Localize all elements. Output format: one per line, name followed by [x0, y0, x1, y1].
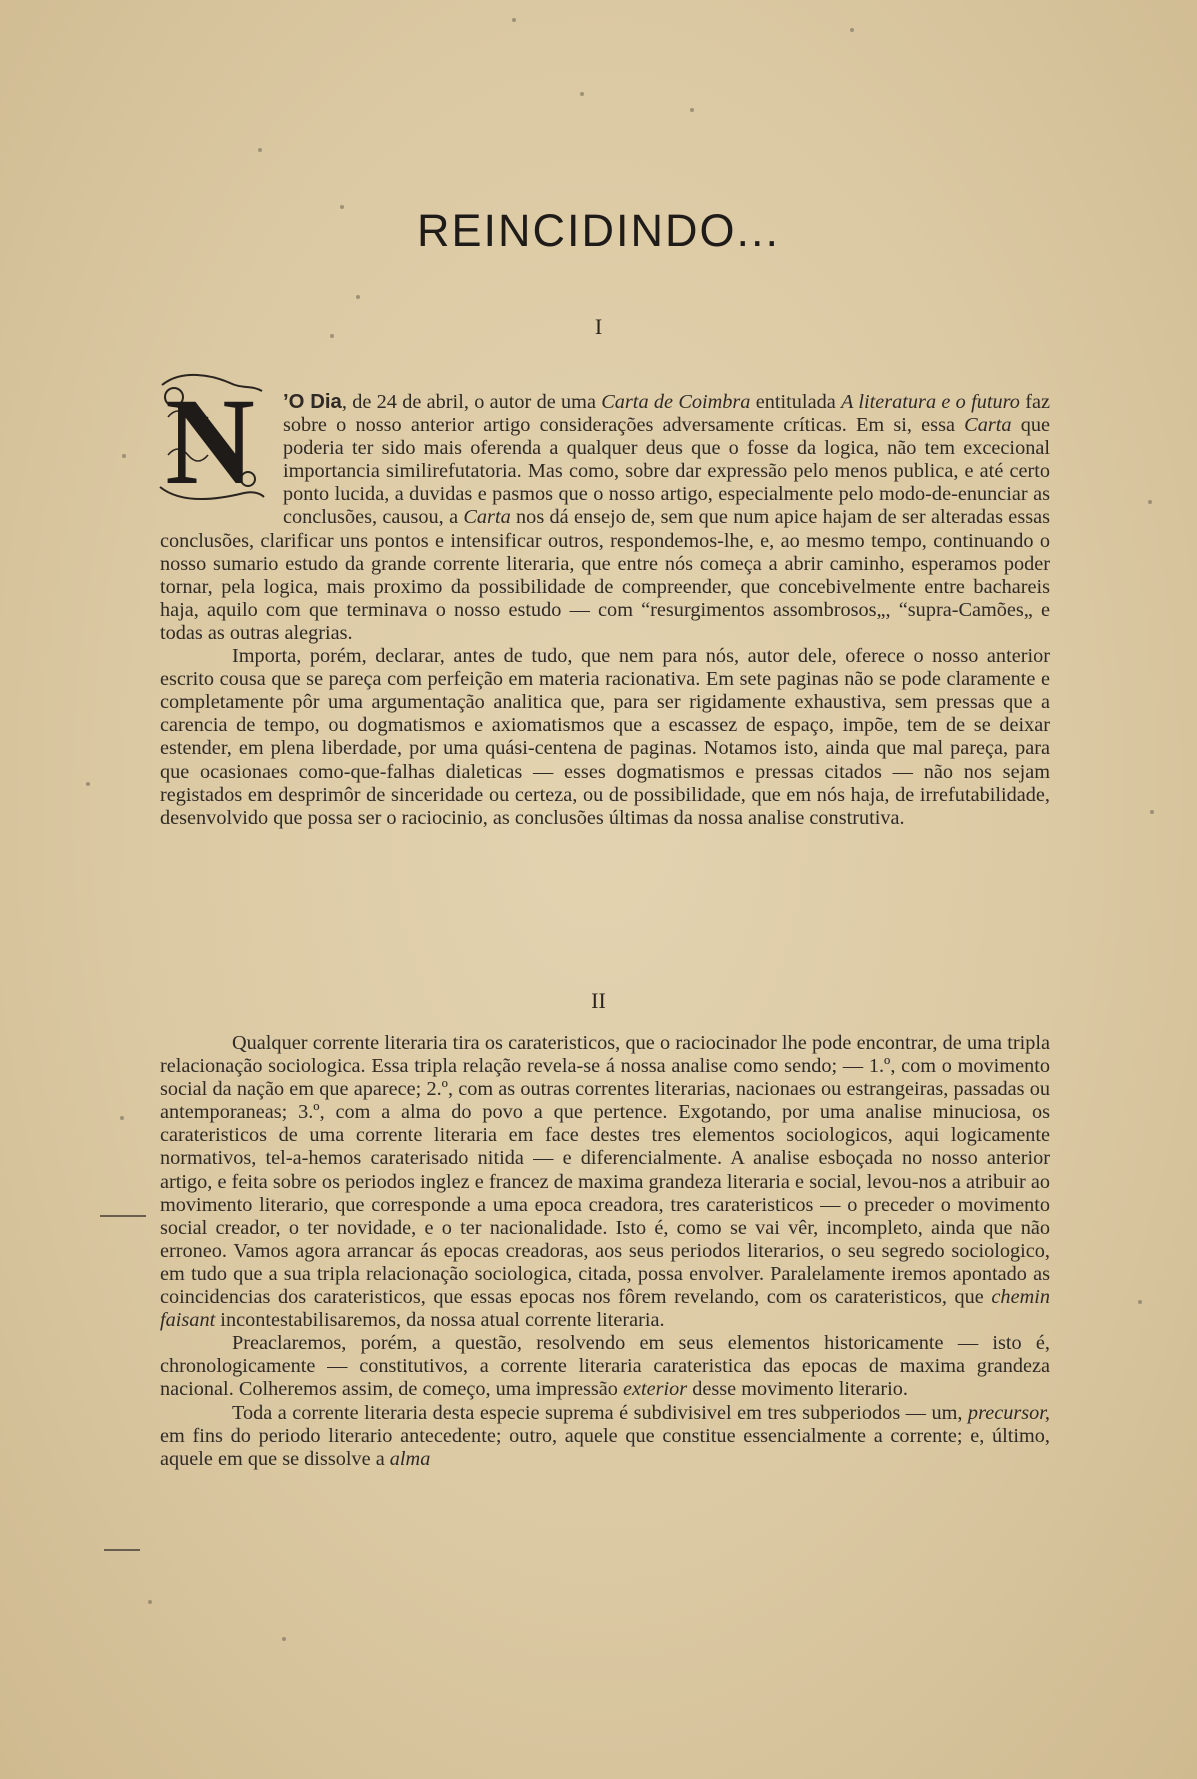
svg-text:N: N — [165, 373, 255, 507]
text-block-1 — [160, 373, 1051, 830]
paragraph-2: Importa, porém, declarar, antes de tudo, que nem para nós, autor dele, oferece o nosso anterior escrito cousa que se pareça com perfeição em materia racionativa. Em sete paginas não se pode claramente e completamente pôr uma argumentação analitica que, para ser rigidamente exhaustiva, sem pressas que a carencia de tempo, ou dogmatismos e axiomatismos que a escassez de espaço, impõe, tem de se deixar estender, em plena liberdade, por uma quási-centena de paginas. Notamos isto, ainda que mal pareça, para que ocasionaes como-que-falhas dialeticas — esses dogmatismos e pressas citados — não nos sejam registados em desprimôr de sinceridade ou certeza, ou de possibilidade, que em nós haja, de irrefutabilidade, desenvolvido que possa ser o raciocinio, as conclusões últimas da nossa analise construtiva. — [160, 645, 1050, 829]
section-number-2: II — [591, 988, 606, 1013]
document-title: REINCIDINDO... — [416, 205, 781, 256]
paragraph-1: N ’O Dia, de 24 de abril, o autor de uma Carta de Coimbra entitulada A literatura e o futuro faz sobre o nosso anterior artigo considerações adversamente críticas. Em si, essa Carta que poderia ter sido mais oferenda a qualquer deus que o fosse da logica, não tem excecional importancia similirefutatoria. Mas como, sobre dar expressão pelo menos publica, e até certo ponto lucida, a duvidas e pasmos que o nosso artigo, especialmente pelo modo-de-enunciar as conclusões, causou, a Carta nos dá ensejo de, sem que num apice hajam de ser alteradas essas conclusões, clarificar uns pontos e intensificar outros, respondemos-lhe, e, ao mesmo tempo, continuando o nosso sumario estudo da grande corrente literaria, que entre nós começa a abrir caminho, esperamos poder tornar, pela logica, mais proximo da possibilidade de compreender, que concebivelmente entre bachareis haja, aquilo com que terminava o nosso estudo — com “resurgimentos assombrosos„, “supra-Camões„ e todas as outras alegrias. — [160, 391, 1050, 645]
paragraph-1-lead: ’O Dia — [283, 391, 342, 413]
paragraph-4: Preaclaremos, porém, a questão, resolvendo em seus elementos historicamente — isto é, chronologicamente — constitutivos, a corrente literaria carateristica das epocas de maxima grandeza nacional. Colheremos assim, de começo, uma impressão exterior desse movimento literario. — [160, 1332, 1050, 1401]
text-block-2 — [160, 1032, 1050, 1471]
margin-mark — [104, 1549, 140, 1551]
dropcap-n-icon — [152, 367, 267, 507]
section-number-1: I — [594, 314, 603, 339]
paragraph-3: Qualquer corrente literaria tira os carateristicos, que o raciocinador lhe pode encontrar, de uma tripla relacionação sociologica. Essa tripla relação revela-se á nossa analise como sendo; — 1.º, com o movimento social da nação em que aparece; 2.º, com as outras correntes literarias, nacionaes ou estrangeiras, passadas ou antemporaneas; 3.º, com a alma do povo a que pertence. Exgotando, por uma analise minuciosa, os carateristicos de uma corrente literaria em face destes tres elementos sociologicos, aqui logicamente normativos, tel-a-hemos caraterisado nitida — e diferencialmente. A analise esboçada no nosso anterior artigo, e feita sobre os periodos inglez e francez de maxima grandeza literaria e social, levou-nos a atribuir ao movimento literario, que corresponde a uma epoca creadora, tres carateristicos — o preceder o movimento social creador, o ter novidade, e o ter nacionalidade. Isto é, como se vai vêr, incompleto, ainda que não erroneo. Vamos agora arrancar ás epocas creadoras, aos seus periodos literarios, o seu segredo sociologico, em tudo que a sua tripla relacionação sociologica, citada, possa envolver. Paralelamente iremos apontado as coincidencias dos carateristicos, que essas epocas nos fôrem revelando, com os carateristicos, que chemin faisant incontestabilisaremos, da nossa atual corrente literaria. — [160, 1032, 1050, 1332]
margin-mark — [100, 1215, 146, 1217]
paragraph-5: Toda a corrente literaria desta especie suprema é subdivisivel em tres subperiodos — um, precursor, em fins do periodo literario antecedente; outro, aquele que constitue essencialmente a corrente; e, último, aquele em que se dissolve a alma — [160, 1401, 1050, 1470]
